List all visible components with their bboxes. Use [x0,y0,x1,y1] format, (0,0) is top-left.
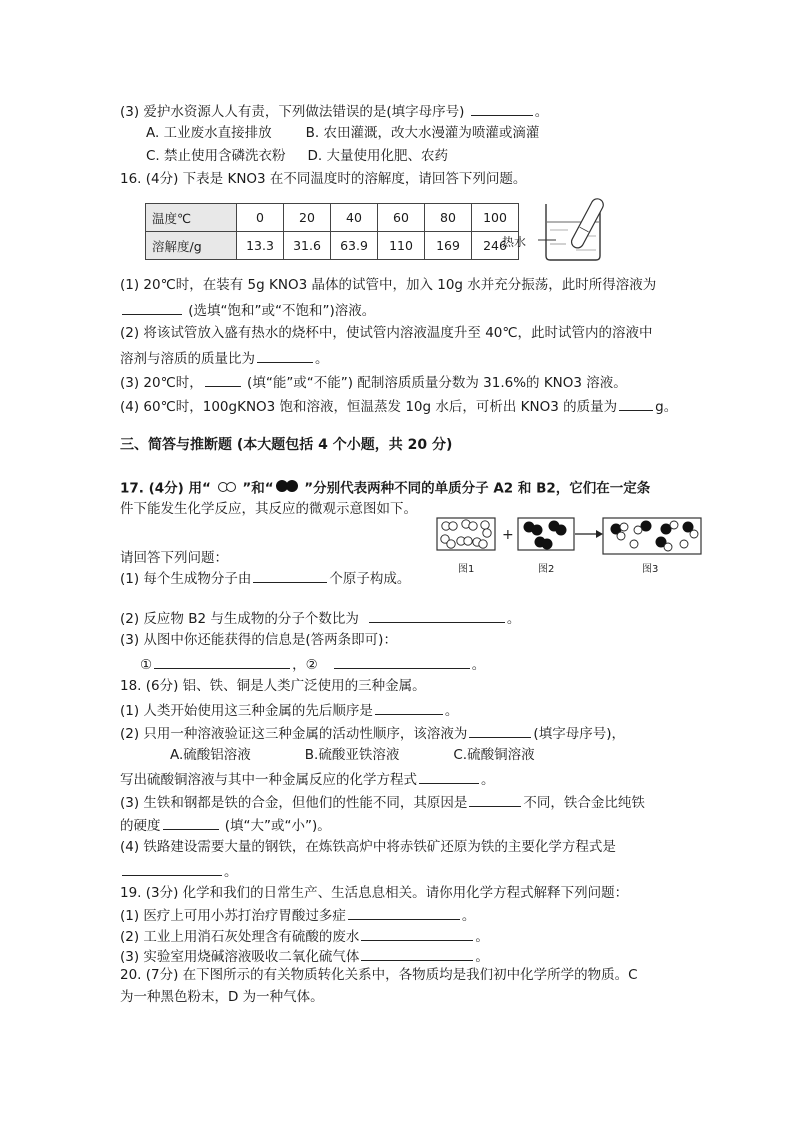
answer-blank[interactable] [619,396,653,411]
q18-part4-cont: 。 [120,861,238,881]
table-cell: 40 [331,204,378,232]
answer-blank[interactable] [257,348,313,363]
answer-blank[interactable] [122,300,182,315]
plus-sign: + [502,527,514,543]
black-molecule-icon [274,479,300,498]
answer-blank[interactable] [122,861,222,876]
option-a: A. 工业废水直接排放 [146,125,272,141]
q19-title: 19. (3分) 化学和我们的日常生产、生活息息相关。请你用化学方程式解释下列问题： [120,885,629,901]
option-c: C.硫酸铜溶液 [453,747,535,763]
figure-caption: 图1 [458,564,475,575]
table-cell: 13.3 [237,232,284,260]
q18-part2: (2) 只用一种溶液验证这三种金属的活动性顺序，该溶液为 (填字母序号)， [120,723,625,743]
q19-part3: (3) 实验室用烧碱溶液吸收二氧化硫气体 。 [120,946,489,966]
q15-3-options-ab [146,124,539,142]
option-a: A.硫酸铝溶液 [170,747,251,763]
table-cell: 60 [378,204,425,232]
q16-part1: (1) 20℃时，在装有 5g KNO3 晶体的试管中，加入 10g 水并充分振荡，此时所得溶液为 [120,277,657,293]
answer-blank[interactable] [361,946,473,961]
table-row [146,232,519,260]
table-cell: 20 [284,204,331,232]
q17-part2: (2) 反应物 B2 与生成物的分子个数比为 。 [120,608,520,628]
q15-3-options-cd [146,147,448,165]
table-cell: 100 [472,204,519,232]
answer-blank[interactable] [154,654,290,669]
q18-title: 18. (6分) 铝、铁、铜是人类广泛使用的三种金属。 [120,678,426,694]
option-d: D. 大量使用化肥、农药 [307,148,448,164]
q16-part2: (2) 将该试管放入盛有热水的烧杯中，使试管内溶液温度升至 40℃，此时试管内的溶液中 [120,325,653,341]
answer-blank[interactable] [469,792,521,807]
q18-part1: (1) 人类开始使用这三种金属的先后顺序是 。 [120,700,458,720]
q16-part1-cont: (选填“饱和”或“不饱和”)溶液。 [120,300,375,320]
q18-part4: (4) 铁路建设需要大量的钢铁，在炼铁高炉中将赤铁矿还原为铁的主要化学方程式是 [120,839,616,855]
answer-blank[interactable] [361,926,473,941]
beaker-label: 热水 [502,235,527,249]
reaction-diagram [436,514,706,575]
q19-part1: (1) 医疗上可用小苏打治疗胃酸过多症 。 [120,905,475,925]
table-cell: 80 [425,204,472,232]
table-cell: 110 [378,232,425,260]
figure-caption: 图3 [642,564,659,575]
q17-part1: (1) 每个生成物分子由 个原子构成。 [120,568,410,588]
q15-3-stem: (3) 爱护水资源人人有责，下列做法错误的是(填字母序号) 。 [120,101,548,121]
q20-line2: 为一种黑色粉末，D 为一种气体。 [120,989,324,1005]
table-header-temp: 温度℃ [146,204,237,232]
table-cell: 63.9 [331,232,378,260]
answer-blank[interactable] [471,101,533,116]
answer-blank[interactable] [205,372,241,387]
table-row [146,204,519,232]
table-cell: 0 [237,204,284,232]
q17-line2: 件下能发生化学反应，其反应的微观示意图如下。 [120,501,417,517]
option-c: C. 禁止使用含磷洗衣粉 [146,148,286,164]
q16-title: 16. (4分) 下表是 KNO3 在不同温度时的溶解度，请回答下列问题。 [120,171,527,187]
beaker-diagram [502,196,616,266]
answer-blank[interactable] [163,815,219,830]
answer-blank[interactable] [375,700,443,715]
q16-part3: (3) 20℃时， (填“能”或“不能”) 配制溶质质量分数为 31.6%的 KNO3 溶液。 [120,372,627,392]
answer-blank[interactable] [253,568,327,583]
q17-part3: (3) 从图中你还能获得的信息是(答两条即可)： [120,632,397,648]
answer-blank[interactable] [334,654,470,669]
solubility-table [145,203,519,260]
table-cell: 246 [472,232,519,260]
option-b: B. 农田灌溉，改大水漫灌为喷灌或滴灌 [305,125,540,141]
q16-part4: (4) 60℃时，100gKNO3 饱和溶液，恒温蒸发 10g 水后，可析出 KNO3 的质量为 g。 [120,396,677,416]
table-cell: 169 [425,232,472,260]
q18-equation: 写出硫酸铜溶液与其中一种金属反应的化学方程式 。 [120,769,495,789]
white-molecule-icon [216,480,238,498]
answer-blank[interactable] [369,608,505,623]
figure-caption: 图2 [538,564,555,575]
q20-line1: 20. (7分) 在下图所示的有关物质转化关系中，各物质均是我们初中化学所学的物质。C [120,967,638,983]
q18-part3-cont: 的硬度 (填“大”或“小”)。 [120,815,331,835]
table-header-solubility: 溶解度/g [146,232,237,260]
q16-part2-cont: 溶剂与溶质的质量比为 。 [120,348,329,368]
answer-blank[interactable] [469,723,531,738]
q17-line3: 请回答下列问题： [120,550,228,566]
q19-part2: (2) 工业上用消石灰处理含有硫酸的废水 。 [120,926,489,946]
q17-part3-answers: ① ，② 。 [140,654,485,674]
answer-blank[interactable] [348,905,460,920]
q18-part3: (3) 生铁和钢都是铁的合金，但他们的性能不同，其原因是 不同，铁合金比纯铁 [120,792,645,812]
answer-blank[interactable] [419,769,479,784]
section-heading: 三、简答与推断题 (本大题包括 4 个小题，共 20 分) [120,437,453,453]
option-b: B.硫酸亚铁溶液 [304,747,400,763]
q18-options [170,746,535,764]
table-cell: 31.6 [284,232,331,260]
q17-title: 17. (4分) 用“ ”和“ ”分别代表两种不同的单质分子 A2 和 B2，它们在一定条 [120,480,651,497]
